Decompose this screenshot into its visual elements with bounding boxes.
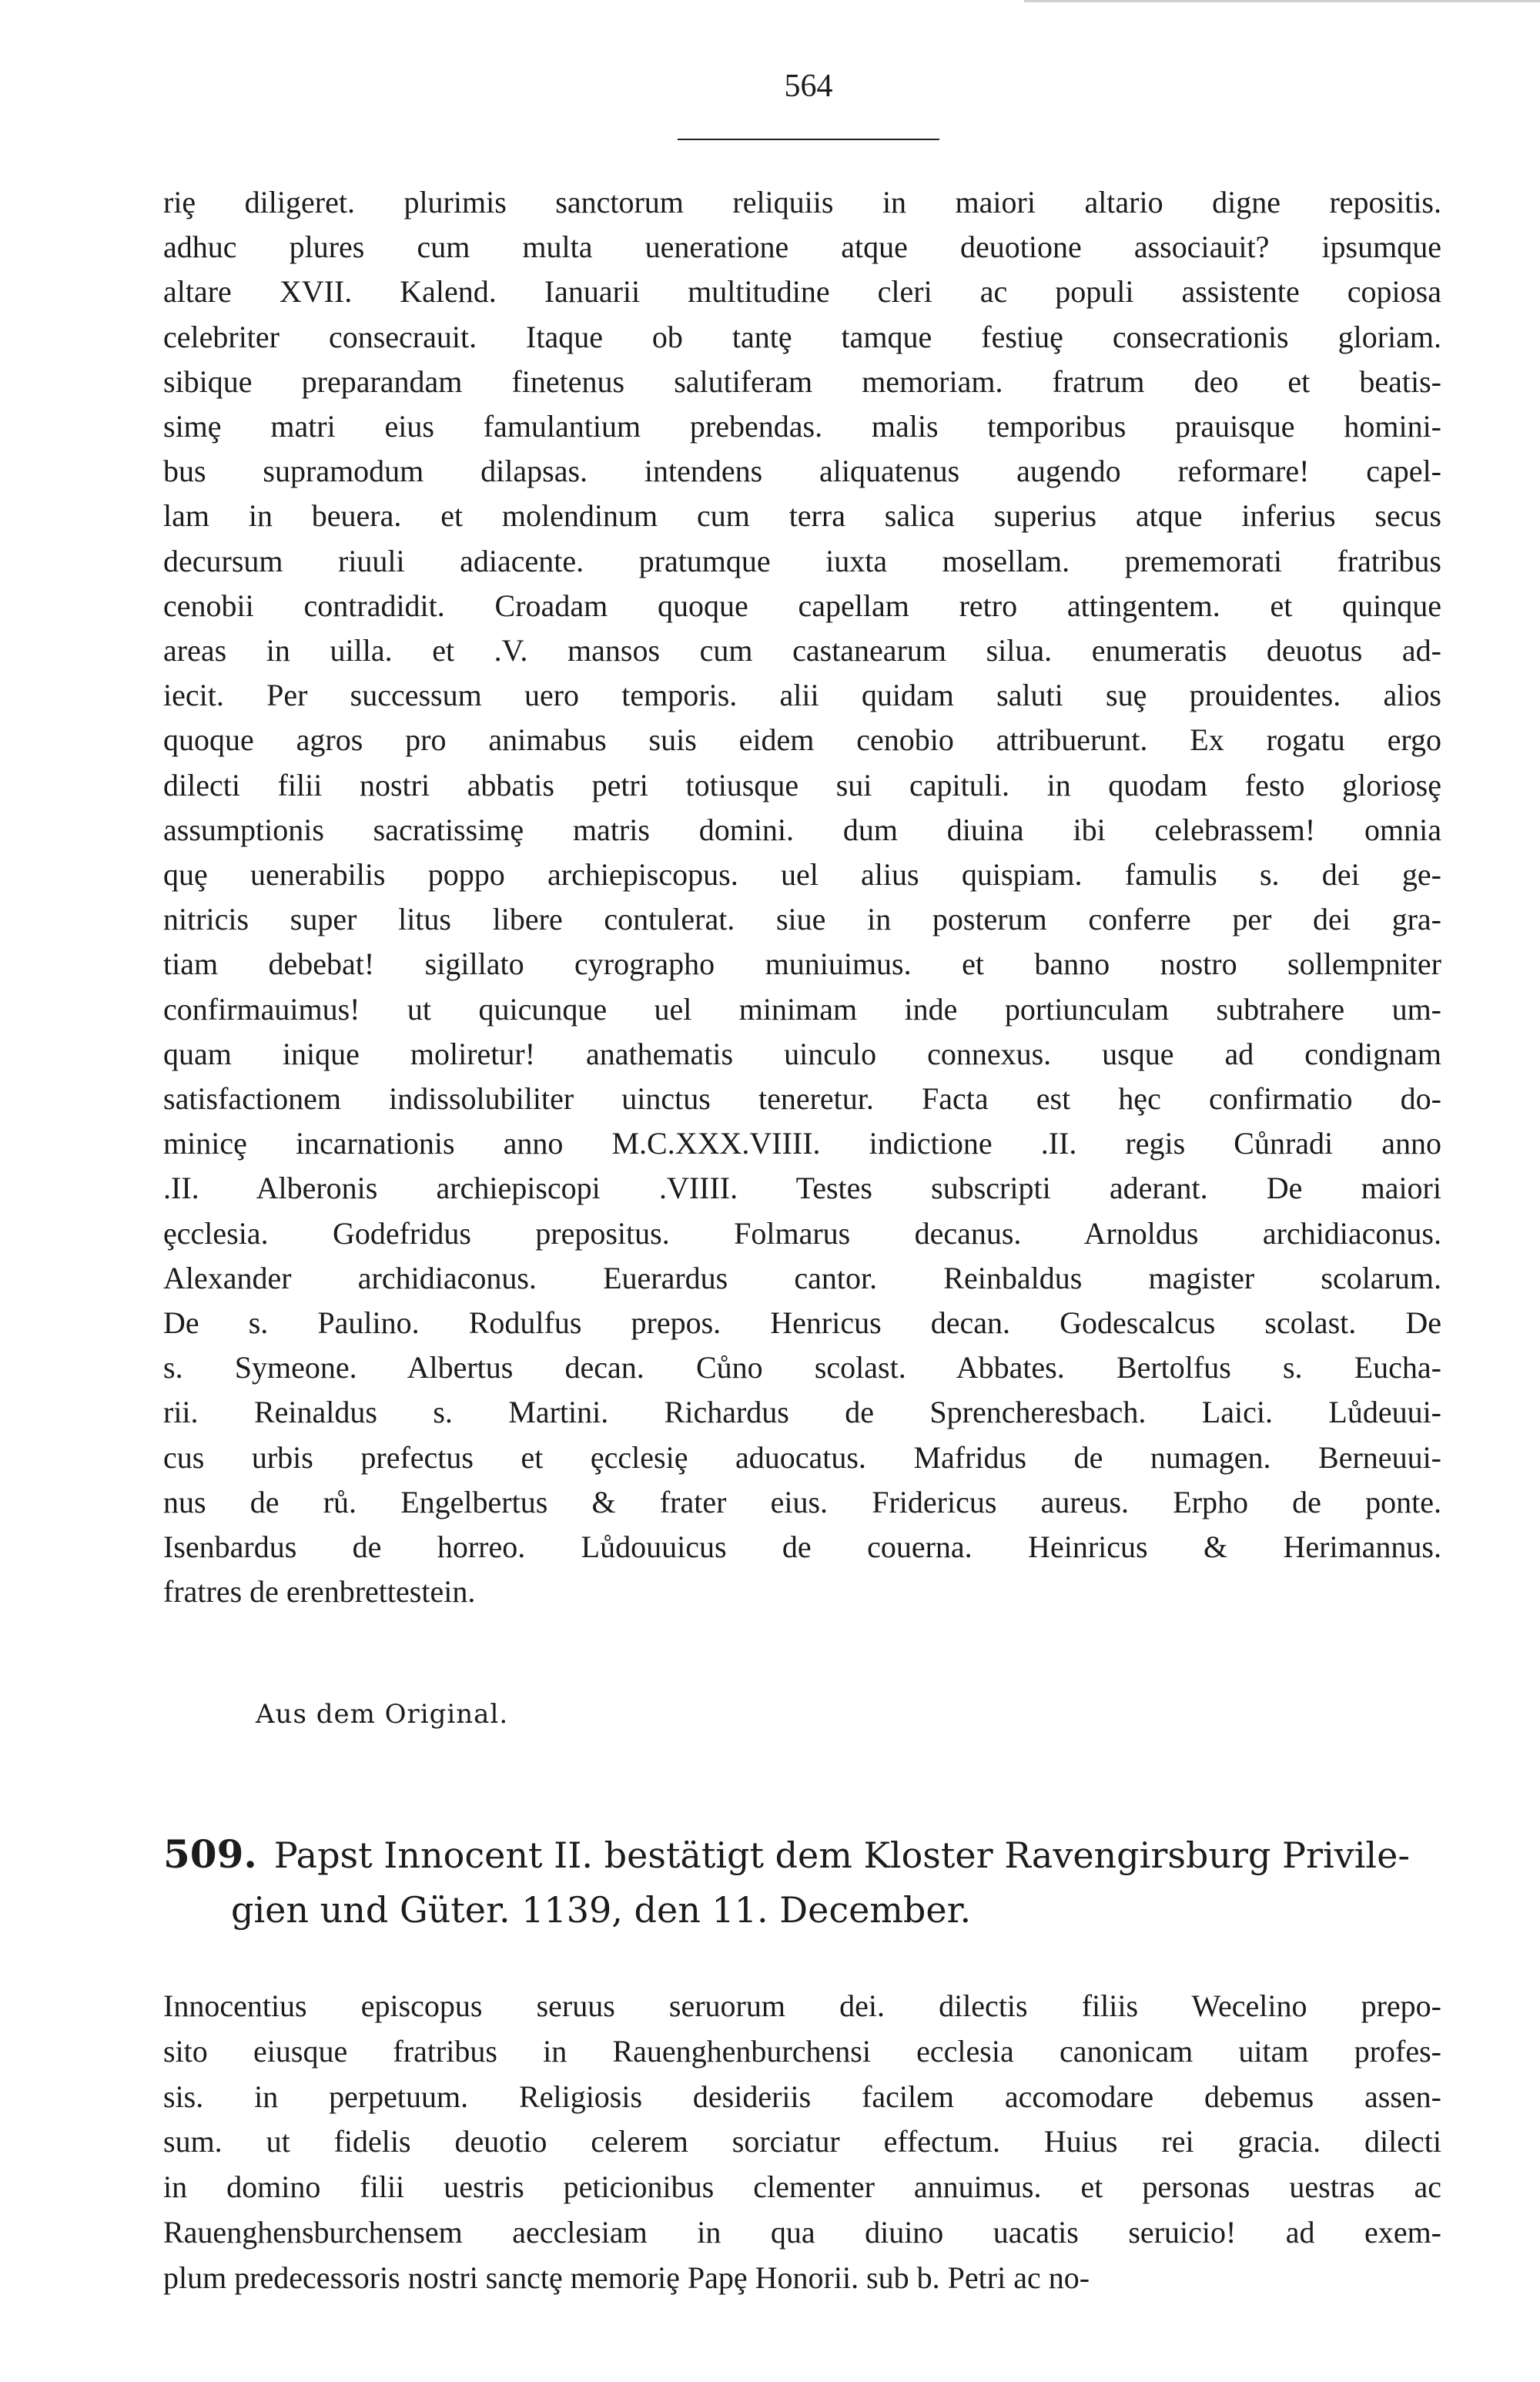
text-line: bus supramodum dilapsas. intendens aliquatenus augendo reformare! capel- xyxy=(163,454,1441,489)
page-number: 564 xyxy=(784,69,833,104)
text-line: tiam debebat! sigillato cyrographo muniuimus. et banno nostro sollempniter xyxy=(163,946,1441,982)
text-line: simȩ matri eius famulantium prebendas. malis temporibus prauisque homini- xyxy=(163,409,1441,444)
document-heading-line-1 xyxy=(163,1831,1472,1878)
text-line: cus urbis prefectus et ȩcclesiȩ aduocatus. Mafridus de numagen. Berneuui- xyxy=(163,1439,1441,1475)
text-line: adhuc plures cum multa ueneratione atque deuotione associauit? ipsumque xyxy=(163,229,1441,265)
text-line: ȩcclesia. Godefridus prepositus. Folmarus decanus. Arnoldus archidiaconus. xyxy=(163,1215,1441,1251)
text-line: plum predecessoris nostri sanctȩ memoriȩ Papȩ Honorii. sub b. Petri ac no- xyxy=(163,2260,1090,2295)
text-line: Rauenghensburchensem aecclesiam in qua diuino uacatis seruicio! ad exem- xyxy=(163,2215,1441,2250)
text-line: De s. Paulino. Rodulfus prepos. Henricus decan. Godescalcus scolast. De xyxy=(163,1305,1441,1340)
text-line: lam in beuera. et molendinum cum terra salica superius atque inferius secus xyxy=(163,498,1441,534)
text-line: in domino filii uestris peticionibus clementer annuimus. et personas uestras ac xyxy=(163,2169,1441,2205)
text-line: satisfactionem indissolubiliter uinctus teneretur. Facta est hȩc confirmatio do- xyxy=(163,1081,1441,1116)
text-line: quoque agros pro animabus suis eidem cenobio attribuerunt. Ex rogatu ergo xyxy=(163,722,1441,758)
text-line: cenobii contradidit. Croadam quoque capellam retro attingentem. et quinque xyxy=(163,588,1441,623)
text-line: altare XVII. Kalend. Ianuarii multitudine cleri ac populi assistente copiosa xyxy=(163,274,1441,310)
text-line: Innocentius episcopus seruus seruorum dei. dilectis filiis Wecelino prepo- xyxy=(163,1988,1441,2023)
text-line: quȩ uenerabilis poppo archiepiscopus. uel alius quispiam. famulis s. dei ge- xyxy=(163,857,1441,892)
text-line: Isenbardus de horreo. Lůdouuicus de couerna. Heinricus & Herimannus. xyxy=(163,1529,1441,1564)
text-line: .II. Alberonis archiepiscopi .VIIII. Testes subscripti aderant. De maiori xyxy=(163,1171,1441,1206)
text-line: nus de rů. Engelbertus & frater eius. Fridericus aureus. Erpho de ponte. xyxy=(163,1484,1441,1519)
text-line: rii. Reinaldus s. Martini. Richardus de Sprencheresbach. Laici. Lůdeuui- xyxy=(163,1395,1441,1430)
document-number: 509. xyxy=(163,1831,257,1877)
text-line: sito eiusque fratribus in Rauenghenburchensi ecclesia canonicam uitam profes- xyxy=(163,2033,1441,2069)
text-line: sum. ut fidelis deuotio celerem sorciatur effectum. Huius rei gracia. dilecti xyxy=(163,2124,1441,2159)
text-line: minicȩ incarnationis anno M.C.XXX.VIIII. indictione .II. regis Cůnradi anno xyxy=(163,1126,1441,1161)
text-line: Alexander archidiaconus. Euerardus cantor. Reinbaldus magister scolarum. xyxy=(163,1260,1441,1295)
text-line: decursum riuuli adiacente. pratumque iuxta mosellam. prememorati fratribus xyxy=(163,543,1441,578)
page-number-rule xyxy=(678,139,939,140)
text-line: s. Symeone. Albertus decan. Cůno scolast. Abbates. Bertolfus s. Eucha- xyxy=(163,1350,1441,1385)
document-heading-text-1: Papst Innocent II. bestätigt dem Kloster Ravengirsburg Privile- xyxy=(273,1834,1410,1876)
text-line: celebriter consecrauit. Itaque ob tantȩ tamque festiuȩ consecrationis gloriam. xyxy=(163,319,1441,354)
scan-edge xyxy=(1024,0,1540,2)
text-line: nitricis super litus libere contulerat. siue in posterum conferre per dei gra- xyxy=(163,902,1441,937)
text-line: sibique preparandam finetenus salutiferam memoriam. fratrum deo et beatis- xyxy=(163,363,1441,399)
text-line: sis. in perpetuum. Religiosis desideriis facilem accomodare debemus assen- xyxy=(163,2079,1441,2114)
text-line: iecit. Per successum uero temporis. alii quidam saluti suȩ prouidentes. alios xyxy=(163,678,1441,713)
source-note: Aus dem Original. xyxy=(256,1699,509,1730)
text-line: confirmauimus! ut quicunque uel minimam inde portiunculam subtrahere um- xyxy=(163,991,1441,1027)
text-line: areas in uilla. et .V. mansos cum castanearum silua. enumeratis deuotus ad- xyxy=(163,633,1441,668)
document-heading-text-2: gien und Güter. 1139, den 11. December. xyxy=(231,1889,972,1931)
text-line: assumptionis sacratissimȩ matris domini. dum diuina ibi celebrassem! omnia xyxy=(163,812,1441,847)
text-line: riȩ diligeret. plurimis sanctorum reliquiis in maiori altario digne repositis. xyxy=(163,185,1441,219)
text-line: dilecti filii nostri abbatis petri totiusque sui capituli. in quodam festo gloriosȩ xyxy=(163,767,1441,802)
text-line: fratres de erenbrettestein. xyxy=(163,1574,476,1610)
document-heading-line-2 xyxy=(231,1887,1540,1933)
text-line: quam inique moliretur! anathematis uinculo connexus. usque ad condignam xyxy=(163,1036,1441,1071)
